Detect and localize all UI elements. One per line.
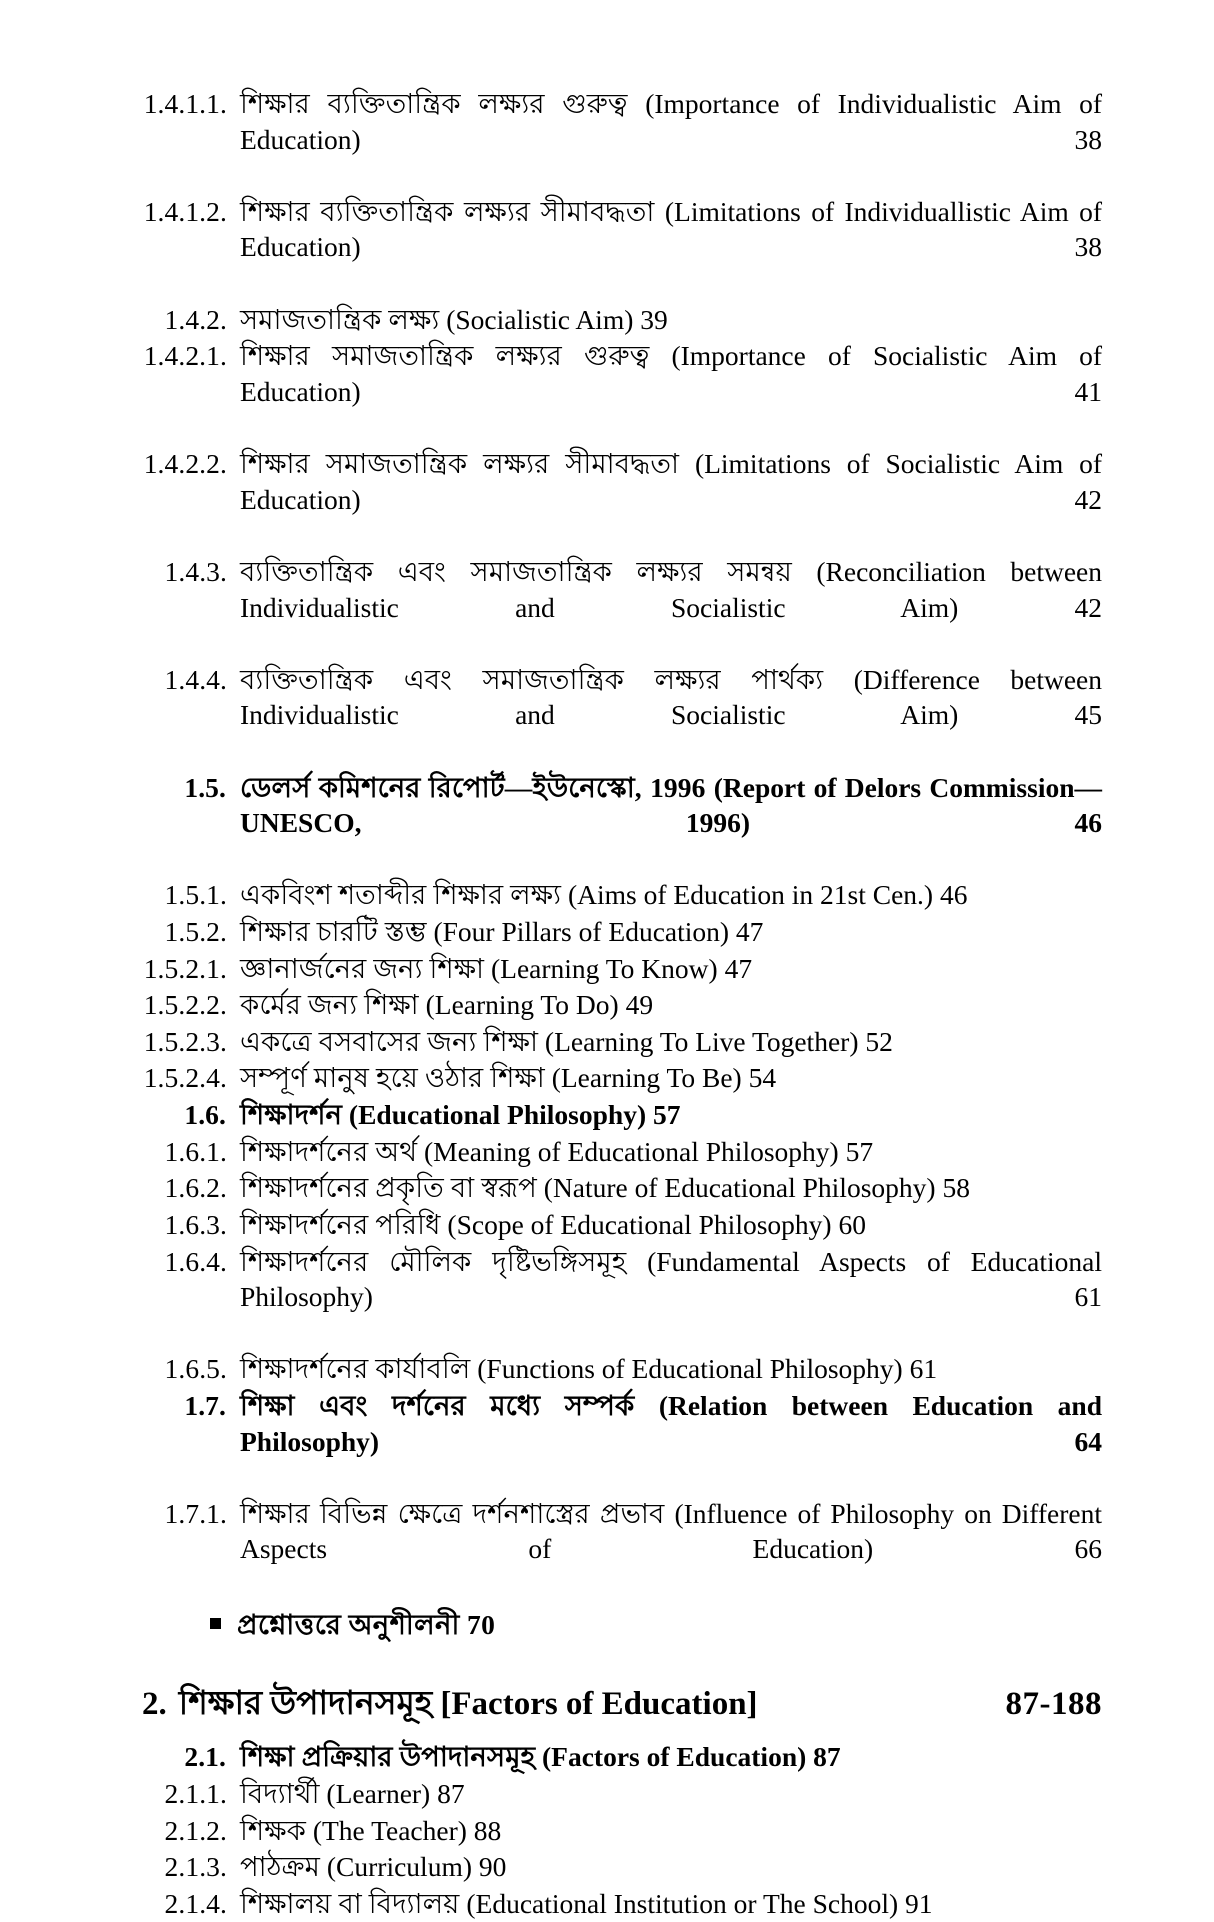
toc-entry-bengali: শিক্ষার সমাজতান্ত্রিক লক্ষ্যর গুরুত্ব xyxy=(240,340,650,372)
toc-entry-bengali: শিক্ষাদর্শনের পরিধি xyxy=(240,1208,441,1240)
toc-entry-bengali: জ্ঞানার্জনের জন্য শিক্ষা xyxy=(240,952,485,984)
toc-entry-page: 46 xyxy=(939,879,968,911)
toc-entry[interactable] xyxy=(112,770,1102,877)
toc-entry-english: (Socialistic Aim) xyxy=(446,303,634,335)
toc-entry-number: 1.4.1.2. xyxy=(143,195,227,227)
toc-entry-number: 1.5. xyxy=(184,771,226,803)
toc-entry-bengali: শিক্ষাদর্শনের মৌলিক দৃষ্টিভঙ্গিসমূহ xyxy=(240,1245,627,1277)
toc-entry[interactable] xyxy=(112,86,1102,193)
toc-entry-text xyxy=(240,554,1102,661)
toc-entry[interactable] xyxy=(112,1849,1102,1885)
toc-entry-number: 1.5.1. xyxy=(164,879,227,911)
toc-entry[interactable] xyxy=(112,338,1102,445)
toc-entry-page: 38 xyxy=(1074,123,1102,155)
toc-entry-text xyxy=(240,446,1102,553)
toc-entry-page: 90 xyxy=(478,1851,507,1883)
toc-entry[interactable] xyxy=(112,914,1102,950)
toc-entry[interactable] xyxy=(112,951,1102,987)
toc-entry[interactable] xyxy=(112,1207,1102,1243)
toc-entry-number: 2.1. xyxy=(184,1741,226,1773)
toc-entry-bengali: শিক্ষার সমাজতান্ত্রিক লক্ষ্যর সীমাবদ্ধতা xyxy=(240,448,680,480)
toc-entry-text xyxy=(240,1886,1102,1922)
toc-entry-page: 88 xyxy=(473,1814,502,1846)
toc-entry-number: 1.4.2.1. xyxy=(143,340,227,372)
toc-entry-page: 87 xyxy=(437,1778,465,1810)
toc-entry-page: 45 xyxy=(1074,699,1103,731)
toc-entry-number: 1.5.2.1. xyxy=(143,952,227,984)
toc-entry-bengali: বিদ্যার্থী xyxy=(240,1778,320,1810)
toc-entry-number: 1.7. xyxy=(184,1389,226,1421)
toc-entry[interactable] xyxy=(112,1776,1102,1812)
toc-entry-text xyxy=(240,1170,1102,1206)
toc-entry-number: 1.4.3. xyxy=(164,555,227,587)
toc-entry-english: (Nature of Educational Philosophy) xyxy=(543,1172,936,1204)
toc-entry[interactable] xyxy=(112,194,1102,301)
toc-entry-text xyxy=(240,1813,1102,1849)
toc-entry-english: (Difference between Individualistic and Socialistic Aim) xyxy=(240,663,1103,731)
toc-entry-english: (The Teacher) xyxy=(312,1814,467,1846)
toc-entry[interactable] xyxy=(112,1244,1102,1351)
toc-entry-page: 46 xyxy=(1074,807,1103,839)
toc-entry-bengali: শিক্ষাদর্শনের কার্যাবলি xyxy=(240,1353,471,1385)
toc-entry-text xyxy=(240,1351,1102,1387)
toc-entry-text xyxy=(240,1388,1102,1495)
toc-entry-text xyxy=(240,914,1102,950)
chapter-page-range: 87-188 xyxy=(1005,1686,1102,1723)
toc-entry-number: 1.4.4. xyxy=(164,663,227,695)
toc-entry-english: (Relation between Education and Philosophy) xyxy=(240,1389,1102,1457)
toc-entry[interactable] xyxy=(112,1813,1102,1849)
toc-entry[interactable] xyxy=(112,302,1102,338)
toc-entry-bengali: শিক্ষালয় বা বিদ্যালয় xyxy=(240,1887,460,1919)
toc-list-section-1 xyxy=(112,86,1102,1603)
toc-entry-bengali: শিক্ষাদর্শনের অর্থ xyxy=(240,1135,418,1167)
toc-entry-text xyxy=(240,194,1102,301)
toc-entry-text xyxy=(240,1739,1102,1775)
toc-entry-english: (Importance of Socialistic Aim of Education) xyxy=(240,340,1102,407)
toc-entry-english: (Educational Philosophy) xyxy=(348,1099,647,1131)
toc-entry[interactable] xyxy=(112,1170,1102,1206)
toc-entry-bengali: একবিংশ শতাব্দীর শিক্ষার লক্ষ্য xyxy=(240,879,562,911)
toc-entry[interactable] xyxy=(112,1097,1102,1133)
toc-entry-page: 42 xyxy=(1074,483,1102,515)
toc-entry-text xyxy=(240,662,1102,769)
toc-entry-page: 58 xyxy=(942,1172,970,1204)
toc-entry[interactable] xyxy=(112,1388,1102,1495)
toc-entry-text xyxy=(240,1849,1102,1885)
toc-entry-number: 1.7.1. xyxy=(164,1497,227,1529)
toc-entry[interactable] xyxy=(112,1351,1102,1387)
toc-entry-number: 1.5.2. xyxy=(164,916,227,948)
toc-entry-english: (Scope of Educational Philosophy) xyxy=(447,1208,832,1240)
toc-entry[interactable] xyxy=(112,987,1102,1023)
toc-entry-page: 66 xyxy=(1074,1533,1103,1565)
toc-entry-text xyxy=(240,1776,1102,1812)
toc-entry-text xyxy=(240,877,1102,913)
toc-entry-page: 49 xyxy=(625,989,654,1021)
toc-list-section-2 xyxy=(112,1739,1102,1921)
toc-entry-english: (Importance of Individualistic Aim of Education) xyxy=(240,88,1102,155)
toc-entry-english: (Meaning of Educational Philosophy) xyxy=(423,1135,839,1167)
toc-entry-bengali: শিক্ষার ব্যক্তিতান্ত্রিক লক্ষ্যর গুরুত্ব xyxy=(240,88,628,119)
toc-entry[interactable] xyxy=(112,877,1102,913)
toc-entry-page: 61 xyxy=(1074,1281,1102,1313)
toc-entry-english: (Learning To Know) xyxy=(491,952,718,984)
toc-entry-page: 52 xyxy=(865,1025,893,1057)
toc-entry[interactable] xyxy=(112,1886,1102,1922)
toc-bullet-item[interactable] xyxy=(112,1607,1102,1643)
toc-entry-number: 1.6.3. xyxy=(164,1208,227,1240)
toc-entry-bengali: ব্যক্তিতান্ত্রিক এবং সমাজতান্ত্রিক লক্ষ্যর পার্থক্য xyxy=(240,663,824,695)
toc-entry-english: (Learner) xyxy=(326,1778,431,1810)
toc-entry-page: 41 xyxy=(1074,375,1102,407)
toc-entry-page: 64 xyxy=(1074,1425,1102,1457)
toc-entry-page: 61 xyxy=(909,1353,938,1385)
toc-entry-bengali: শিক্ষা এবং দর্শনের মধ্যে সম্পর্ক xyxy=(240,1389,635,1421)
toc-entry-page: 57 xyxy=(653,1099,681,1131)
toc-entry-page: 57 xyxy=(845,1135,874,1167)
toc-entry-page: 91 xyxy=(905,1887,933,1919)
toc-entry-bengali: সমাজতান্ত্রিক লক্ষ্য xyxy=(240,303,440,335)
toc-entry-english: (Learning To Live Together) xyxy=(544,1025,859,1057)
toc-entry-english: (Four Pillars of Education) xyxy=(433,916,730,948)
chapter-heading-2[interactable] xyxy=(112,1684,1102,1725)
toc-entry-text xyxy=(240,951,1102,987)
toc-entry-english: (Factors of Education) xyxy=(542,1741,807,1773)
toc-entry-number: 2.1.4. xyxy=(164,1887,227,1919)
toc-entry-number: 1.6. xyxy=(184,1099,226,1131)
toc-entry[interactable] xyxy=(112,1496,1102,1603)
toc-entry-number: 1.5.2.4. xyxy=(143,1062,227,1094)
toc-entry-number: 2.1.1. xyxy=(164,1778,227,1810)
toc-entry-number: 1.5.2.2. xyxy=(143,989,227,1021)
toc-entry-page: 87 xyxy=(813,1741,841,1773)
toc-entry-english: (Limitations of Individuallistic Aim of Education) xyxy=(240,195,1103,263)
toc-entry-number: 1.5.2.3. xyxy=(143,1025,227,1057)
toc-entry-text xyxy=(240,1060,1102,1096)
toc-entry-english: (Report of Delors Commission—UNESCO, 1996) xyxy=(240,771,1103,839)
toc-entry-bengali: কর্মের জন্য শিক্ষা xyxy=(240,989,419,1021)
toc-entry-text xyxy=(240,1024,1102,1060)
toc-entry-text xyxy=(240,1244,1102,1351)
chapter-title: শিক্ষার উপাদানসমূহ [Factors of Education] xyxy=(178,1686,758,1723)
toc-entry-bengali: শিক্ষার বিভিন্ন ক্ষেত্রে দর্শনশাস্ত্রের প্রভাব xyxy=(240,1497,665,1529)
toc-entry-bengali: শিক্ষাদর্শন xyxy=(240,1099,343,1131)
toc-entry-text xyxy=(240,1496,1102,1603)
toc-entry-text xyxy=(240,1134,1102,1170)
toc-entry-text xyxy=(240,987,1102,1023)
toc-entry-english: (Fundamental Aspects of Educational Philosophy) xyxy=(240,1245,1102,1313)
toc-entry[interactable] xyxy=(112,554,1102,661)
toc-entry-page: 60 xyxy=(838,1208,866,1240)
toc-entry-bengali: শিক্ষার ব্যক্তিতান্ত্রিক লক্ষ্যর সীমাবদ্ধতা xyxy=(240,195,655,227)
toc-entry-text xyxy=(240,770,1102,877)
toc-entry-english: (Aims of Education in 21st Cen.) xyxy=(568,879,934,911)
toc-entry[interactable] xyxy=(112,1739,1102,1775)
toc-entry-text xyxy=(240,1097,1102,1133)
toc-entry-bengali: শিক্ষার চারটি স্তম্ভ xyxy=(240,916,427,948)
toc-entry-number: 1.4.1.1. xyxy=(143,88,227,119)
toc-entry-number: 1.6.2. xyxy=(164,1172,227,1204)
toc-entry-english: (Learning To Be) xyxy=(551,1062,742,1094)
toc-entry-english: (Learning To Do) xyxy=(425,989,619,1021)
toc-entry-english: (Limitations of Socialistic Aim of Education) xyxy=(240,448,1102,515)
toc-entry-bengali: শিক্ষক xyxy=(240,1814,306,1846)
toc-entry-text xyxy=(240,86,1102,193)
toc-entry-number: 1.4.2.2. xyxy=(143,448,227,480)
toc-entry-bengali: সম্পূর্ণ মানুষ হয়ে ওঠার শিক্ষা xyxy=(240,1062,545,1094)
toc-entry-number: 2.1.2. xyxy=(164,1814,227,1846)
toc-entry[interactable] xyxy=(112,1134,1102,1170)
toc-entry-number: 1.6.4. xyxy=(164,1245,227,1277)
toc-entry[interactable] xyxy=(112,446,1102,553)
toc-entry-bengali: পাঠক্রম xyxy=(240,1851,321,1883)
toc-entry-bengali: ব্যক্তিতান্ত্রিক এবং সমাজতান্ত্রিক লক্ষ্যর সমন্বয় xyxy=(240,555,792,587)
toc-bullet-label: প্রশ্নোত্তরে অনুশীলনী 70 xyxy=(237,1608,496,1640)
toc-entry-number: 1.6.1. xyxy=(164,1135,227,1167)
chapter-number: 2. xyxy=(142,1686,167,1723)
toc-entry-english: (Curriculum) xyxy=(326,1851,472,1883)
toc-entry-bengali: শিক্ষা প্রক্রিয়ার উপাদানসমূহ xyxy=(240,1741,536,1773)
toc-entry-bengali: ডেলর্স কমিশনের রিপোর্ট—ইউনেস্কো, 1996 xyxy=(240,771,706,803)
toc-entry-text xyxy=(240,338,1102,445)
toc-entry-english: (Educational Institution or The School) xyxy=(466,1887,899,1919)
toc-entry-number: 1.6.5. xyxy=(164,1353,227,1385)
toc-entry-page: 47 xyxy=(724,952,753,984)
toc-entry-page: 54 xyxy=(748,1062,777,1094)
toc-entry-number: 1.4.2. xyxy=(164,303,227,335)
toc-entry-english: (Reconciliation between Individualistic and Socialistic Aim) xyxy=(240,555,1102,623)
square-bullet-icon xyxy=(210,1618,221,1629)
toc-entry-bengali: একত্রে বসবাসের জন্য শিক্ষা xyxy=(240,1025,539,1057)
toc-entry[interactable] xyxy=(112,1060,1102,1096)
toc-entry-page: 47 xyxy=(735,916,764,948)
toc-entry-number: 2.1.3. xyxy=(164,1851,227,1883)
toc-entry-page: 42 xyxy=(1074,591,1103,623)
toc-entry-text xyxy=(240,302,1102,338)
toc-entry-page: 38 xyxy=(1074,231,1102,263)
toc-entry-english: (Influence of Philosophy on Different Aspects of Education) xyxy=(240,1497,1103,1565)
toc-entry[interactable] xyxy=(112,1024,1102,1060)
toc-entry-bengali: শিক্ষাদর্শনের প্রকৃতি বা স্বরূপ xyxy=(240,1172,537,1204)
toc-entry-page: 39 xyxy=(640,303,668,335)
toc-entry-text xyxy=(240,1207,1102,1243)
toc-entry[interactable] xyxy=(112,662,1102,769)
toc-entry-english: (Functions of Educational Philosophy) xyxy=(477,1353,903,1385)
